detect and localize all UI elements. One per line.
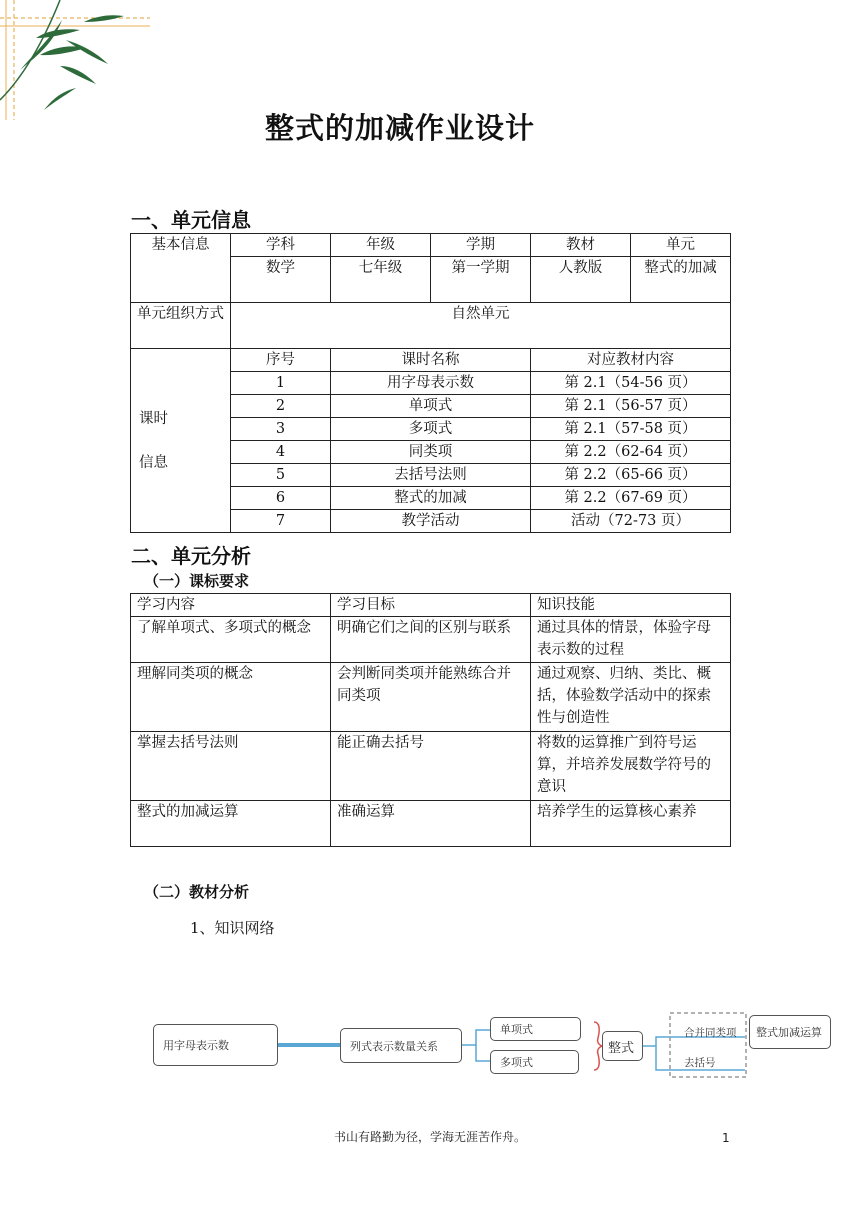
value-textbook: 人教版 bbox=[531, 257, 631, 303]
std-cell: 能正确去括号 bbox=[331, 732, 531, 801]
value-term: 第一学期 bbox=[431, 257, 531, 303]
header-unit: 单元 bbox=[631, 234, 731, 257]
std-cell: 培养学生的运算核心素养 bbox=[531, 801, 731, 847]
subheading-textbook-analysis: （二）教材分析 bbox=[144, 883, 250, 901]
lesson-content: 活动（72-73 页） bbox=[531, 510, 731, 533]
lesson-content: 第 2.2（67-69 页） bbox=[531, 487, 731, 510]
lesson-content: 第 2.2（62-64 页） bbox=[531, 441, 731, 464]
std-cell: 了解单项式、多项式的概念 bbox=[131, 617, 331, 663]
lesson-name: 去括号法则 bbox=[331, 464, 531, 487]
lesson-no: 3 bbox=[231, 418, 331, 441]
node-integral-add-subtract: 整式加减运算 bbox=[749, 1015, 831, 1049]
org-value: 自然单元 bbox=[231, 303, 731, 349]
section-heading-unit-info: 一、单元信息 bbox=[131, 208, 251, 232]
value-unit: 整式的加减 bbox=[631, 257, 731, 303]
node-letters-represent-numbers: 用字母表示数 bbox=[153, 1024, 278, 1066]
std-cell: 通过观察、归纳、类比、概括，体验数学活动中的探索性与创造性 bbox=[531, 663, 731, 732]
value-grade: 七年级 bbox=[331, 257, 431, 303]
node-remove-brackets: 去括号 bbox=[684, 1057, 716, 1069]
lesson-name: 教学活动 bbox=[331, 510, 531, 533]
lesson-no: 1 bbox=[231, 372, 331, 395]
page-number: 1 bbox=[722, 1131, 730, 1145]
lesson-label-line2: 信息 bbox=[139, 454, 168, 471]
org-label: 单元组织方式 bbox=[131, 303, 231, 349]
std-cell: 整式的加减运算 bbox=[131, 801, 331, 847]
header-subject: 学科 bbox=[231, 234, 331, 257]
lesson-label-line1: 课时 bbox=[139, 410, 168, 427]
subheading-curriculum: （一）课标要求 bbox=[144, 572, 250, 590]
item-knowledge-network: 1、知识网络 bbox=[190, 919, 275, 937]
value-subject: 数学 bbox=[231, 257, 331, 303]
section-heading-unit-analysis: 二、单元分析 bbox=[131, 544, 251, 568]
node-monomial: 单项式 bbox=[490, 1017, 581, 1041]
lesson-no: 7 bbox=[231, 510, 331, 533]
node-combine-like-terms: 合并同类项 bbox=[684, 1027, 737, 1039]
lesson-content: 第 2.1（54-56 页） bbox=[531, 372, 731, 395]
page-title: 整式的加减作业设计 bbox=[264, 111, 535, 145]
std-header-content: 学习内容 bbox=[131, 594, 331, 617]
lesson-header-no: 序号 bbox=[231, 349, 331, 372]
std-cell: 明确它们之间的区别与联系 bbox=[331, 617, 531, 663]
std-cell: 掌握去括号法则 bbox=[131, 732, 331, 801]
std-header-skill: 知识技能 bbox=[531, 594, 731, 617]
lesson-header-name: 课时名称 bbox=[331, 349, 531, 372]
std-cell: 通过具体的情景，体验字母表示数的过程 bbox=[531, 617, 731, 663]
std-cell: 将数的运算推广到符号运算，并培养发展数学符号的意识 bbox=[531, 732, 731, 801]
lesson-no: 5 bbox=[231, 464, 331, 487]
lesson-header-content: 对应教材内容 bbox=[531, 349, 731, 372]
lesson-no: 4 bbox=[231, 441, 331, 464]
std-cell: 理解同类项的概念 bbox=[131, 663, 331, 732]
node-expressions-quantity-relations: 列式表示数量关系 bbox=[340, 1028, 462, 1063]
lesson-name: 同类项 bbox=[331, 441, 531, 464]
header-grade: 年级 bbox=[331, 234, 431, 257]
footer-motto: 书山有路勤为径，学海无涯苦作舟。 bbox=[333, 1130, 526, 1144]
lesson-no: 6 bbox=[231, 487, 331, 510]
lesson-name: 整式的加减 bbox=[331, 487, 531, 510]
lesson-content: 第 2.2（65-66 页） bbox=[531, 464, 731, 487]
std-header-goal: 学习目标 bbox=[331, 594, 531, 617]
std-cell: 会判断同类项并能熟练合并同类项 bbox=[331, 663, 531, 732]
std-cell: 准确运算 bbox=[331, 801, 531, 847]
node-integral-expression: 整式 bbox=[602, 1031, 643, 1061]
lesson-name: 单项式 bbox=[331, 395, 531, 418]
lesson-content: 第 2.1（57-58 页） bbox=[531, 418, 731, 441]
header-term: 学期 bbox=[431, 234, 531, 257]
node-polynomial: 多项式 bbox=[490, 1050, 579, 1074]
lesson-content: 第 2.1（56-57 页） bbox=[531, 395, 731, 418]
lesson-no: 2 bbox=[231, 395, 331, 418]
lesson-name: 用字母表示数 bbox=[331, 372, 531, 395]
header-textbook: 教材 bbox=[531, 234, 631, 257]
lesson-name: 多项式 bbox=[331, 418, 531, 441]
basic-info-label: 基本信息 bbox=[131, 234, 231, 303]
